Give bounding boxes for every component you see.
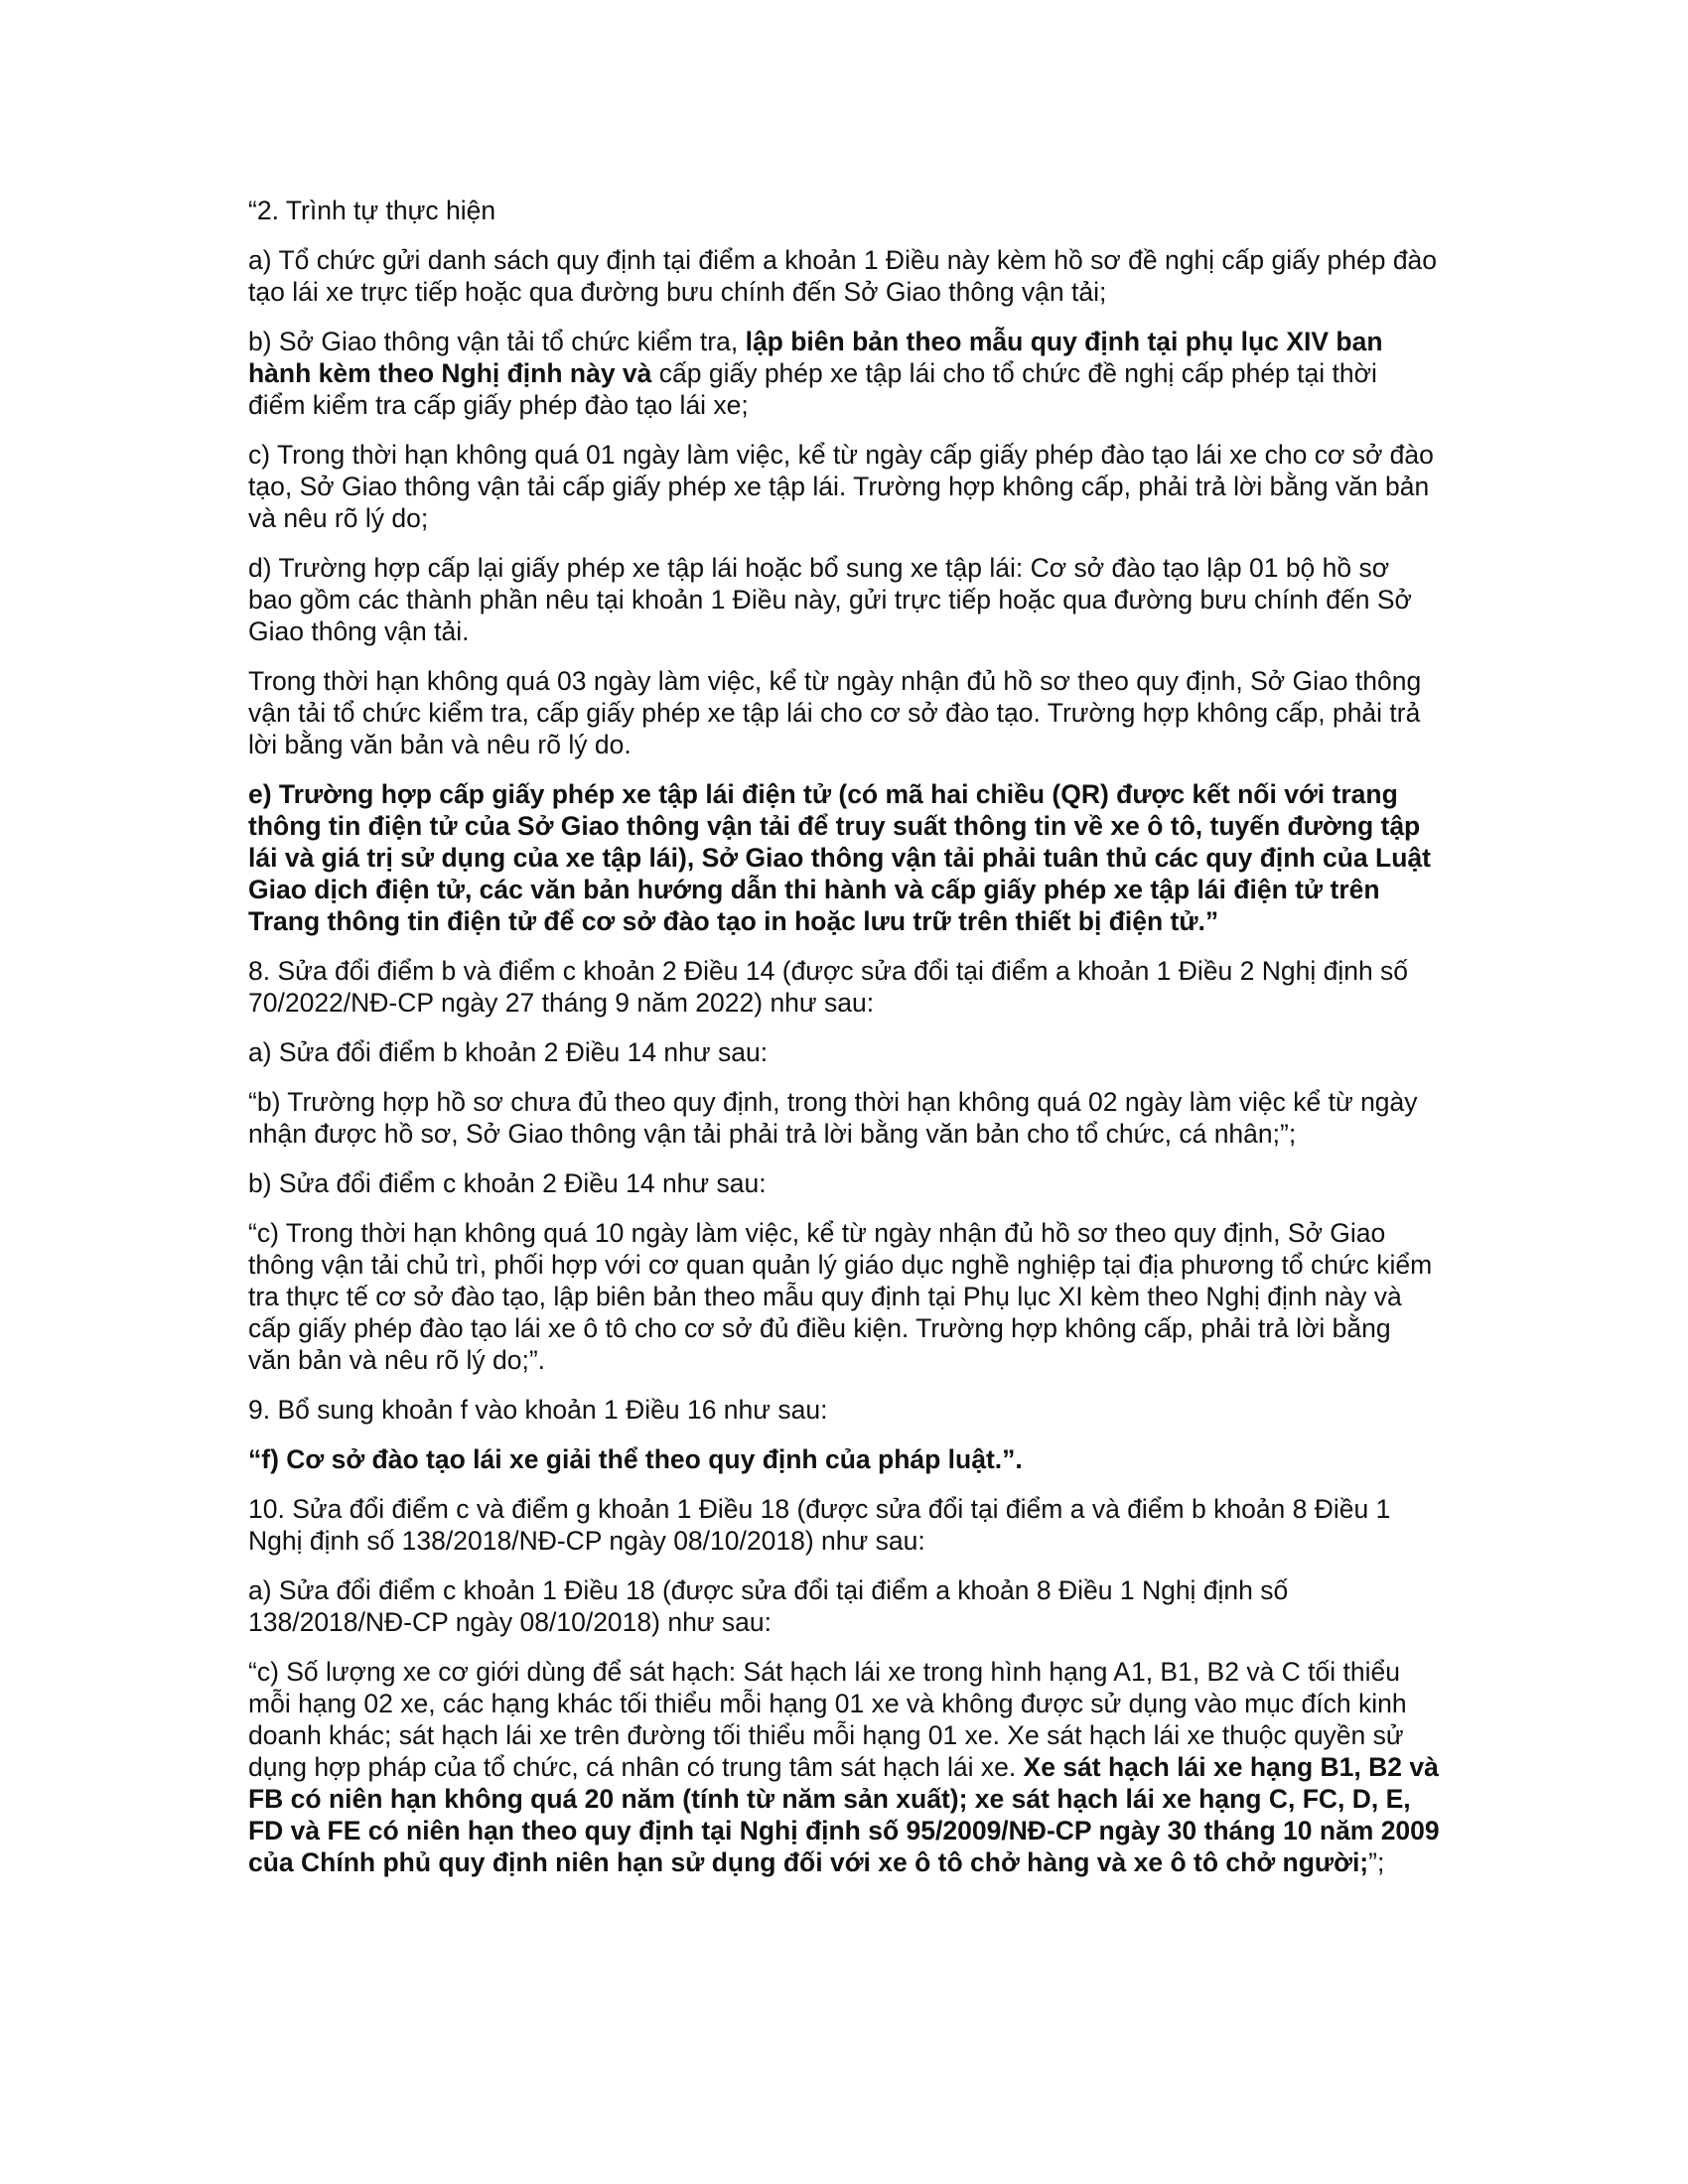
paragraph	[248, 326, 1440, 421]
paragraph	[248, 1036, 1440, 1068]
text-segment: b) Sở Giao thông vận tải tổ chức kiểm tra,	[248, 327, 746, 356]
paragraph	[248, 1217, 1440, 1376]
text-segment: a) Sửa đổi điểm b khoản 2 Điều 14 như sau:	[248, 1037, 769, 1067]
text-segment: cấp giấy phép xe tập lái cho tổ chức đề nghị cấp phép tại thời điểm kiểm tra cấp giấy phép đào tạo lái xe;	[248, 358, 1377, 420]
text-segment: “c) Trong thời hạn không quá 10 ngày làm việc, kể từ ngày nhận đủ hồ sơ theo quy định, Sở Giao thông vận tải chủ trì, phối hợp với cơ quan quản lý giáo dục nghề nghiệp tại địa phương tổ chức kiểm tra thực tế cơ sở đào tạo, lập biên bản theo mẫu quy định tại Phụ lục XI kèm theo Nghị định này và cấp giấy phép đào tạo lái xe ô tô cho cơ sở đủ điều kiện. Trường hợp không cấp, phải trả lời bằng văn bản và nêu rõ lý do;”.	[248, 1218, 1433, 1375]
paragraph	[248, 1086, 1440, 1150]
text-segment: 10. Sửa đổi điểm c và điểm g khoản 1 Điều 18 (được sửa đổi tại điểm a và điểm b khoản 8 Điều 1 Nghị định số 138/2018/NĐ-CP ngày 08/10/2018) như sau:	[248, 1494, 1391, 1556]
paragraph	[248, 195, 1440, 226]
paragraph	[248, 1443, 1440, 1475]
paragraph	[248, 439, 1440, 534]
paragraph	[248, 1574, 1440, 1638]
paragraph	[248, 1394, 1440, 1426]
text-segment: “c) Số lượng xe cơ giới dùng để sát hạch: Sát hạch lái xe trong hình hạng A1, B1, B2 và C tối thiểu mỗi hạng 02 xe, các hạng khác tối thiểu mỗi hạng 01 xe và không được sử dụng vào mục đích kinh doanh khác; sát hạch lái xe trên đường tối thiểu mỗi hạng 01 xe. Xe sát hạch lái xe thuộc quyền sử dụng hợp pháp của tổ chức, cá nhân có trung tâm sát hạch lái xe.	[248, 1657, 1407, 1782]
paragraph	[248, 552, 1440, 647]
text-segment: “b) Trường hợp hồ sơ chưa đủ theo quy định, trong thời hạn không quá 02 ngày làm việc kể từ ngày nhận được hồ sơ, Sở Giao thông vận tải phải trả lời bằng văn bản cho tổ chức, cá nhân;”;	[248, 1087, 1418, 1149]
text-segment: 8. Sửa đổi điểm b và điểm c khoản 2 Điều 14 (được sửa đổi tại điểm a khoản 1 Điều 2 Nghị định số 70/2022/NĐ-CP ngày 27 tháng 9 năm 2022) như sau:	[248, 956, 1409, 1018]
text-segment: d) Trường hợp cấp lại giấy phép xe tập lái hoặc bổ sung xe tập lái: Cơ sở đào tạo lập 01 bộ hồ sơ bao gồm các thành phần nêu tại khoản 1 Điều này, gửi trực tiếp hoặc qua đường bưu chính đến Sở Giao thông vận tải.	[248, 553, 1412, 646]
bold-text-segment: “f) Cơ sở đào tạo lái xe giải thể theo quy định của pháp luật.”.	[248, 1444, 1023, 1474]
text-segment: a) Tổ chức gửi danh sách quy định tại điểm a khoản 1 Điều này kèm hồ sơ đề nghị cấp giấy phép đào tạo lái xe trực tiếp hoặc qua đường bưu chính đến Sở Giao thông vận tải;	[248, 245, 1438, 307]
text-segment: Trong thời hạn không quá 03 ngày làm việc, kể từ ngày nhận đủ hồ sơ theo quy định, Sở Giao thông vận tải tổ chức kiểm tra, cấp giấy phép xe tập lái cho cơ sở đào tạo. Trường hợp không cấp, phải trả lời bằng văn bản và nêu rõ lý do.	[248, 666, 1422, 759]
text-segment: “2. Trình tự thực hiện	[248, 196, 496, 225]
text-segment: ”;	[1368, 1847, 1385, 1877]
text-segment: a) Sửa đổi điểm c khoản 1 Điều 18 (được sửa đổi tại điểm a khoản 8 Điều 1 Nghị định số 138/2018/NĐ-CP ngày 08/10/2018) như sau:	[248, 1575, 1289, 1637]
document-body	[248, 195, 1440, 1878]
bold-text-segment: Xe sát hạch lái xe hạng B1, B2 và FB có niên hạn không quá 20 năm (tính từ năm sản xuất); xe sát hạch lái xe hạng C, FC, D, E, FD và FE có niên hạn theo quy định tại Nghị định số 95/2009/NĐ-CP ngày 30 tháng 10 năm 2009 của Chính phủ quy định niên hạn sử dụng đối với xe ô tô chở hàng và xe ô tô chở người;	[248, 1752, 1440, 1877]
paragraph	[248, 1167, 1440, 1199]
text-segment: 9. Bổ sung khoản f vào khoản 1 Điều 16 như sau:	[248, 1395, 828, 1425]
paragraph	[248, 1656, 1440, 1878]
bold-text-segment: lập biên bản theo mẫu quy định tại phụ lục XIV ban hành kèm theo Nghị định này và	[248, 327, 1383, 388]
paragraph	[248, 665, 1440, 760]
paragraph	[248, 955, 1440, 1019]
paragraph	[248, 778, 1440, 937]
paragraph	[248, 244, 1440, 308]
text-segment: b) Sửa đổi điểm c khoản 2 Điều 14 như sau:	[248, 1168, 767, 1198]
text-segment: c) Trong thời hạn không quá 01 ngày làm việc, kể từ ngày cấp giấy phép đào tạo lái xe cho cơ sở đào tạo, Sở Giao thông vận tải cấp giấy phép xe tập lái. Trường hợp không cấp, phải trả lời bằng văn bản và nêu rõ lý do;	[248, 440, 1434, 533]
paragraph	[248, 1493, 1440, 1557]
bold-text-segment: e) Trường hợp cấp giấy phép xe tập lái điện tử (có mã hai chiều (QR) được kết nối với trang thông tin điện tử của Sở Giao thông vận tải để truy suất thông tin về xe ô tô, tuyến đường tập lái và giá trị sử dụng của xe tập lái), Sở Giao thông vận tải phải tuân thủ các quy định của Luật Giao dịch điện tử, các văn bản hướng dẫn thi hành và cấp giấy phép xe tập lái điện tử trên Trang thông tin điện tử để cơ sở đào tạo in hoặc lưu trữ trên thiết bị điện tử.”	[248, 779, 1431, 936]
